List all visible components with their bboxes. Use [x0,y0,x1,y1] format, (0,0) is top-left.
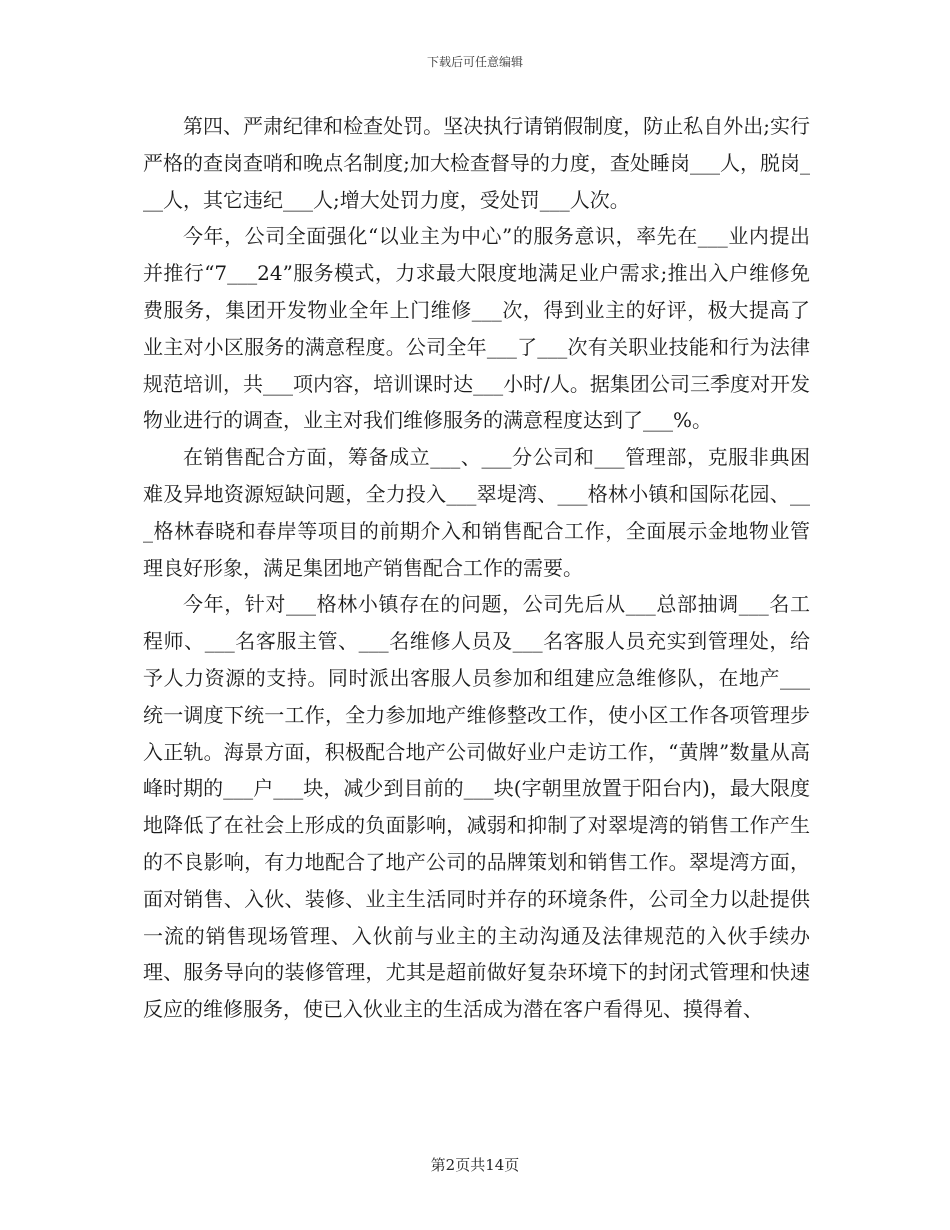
page-number: 第2页共14页 [430,1156,520,1174]
document-body [143,108,810,1028]
page-header-note: 下载后可任意编辑 [426,55,523,69]
paragraph-sales: 在销售配合方面，筹备成立___、___分公司和___管理部，克服非典困难及异地资源短缺问题，全力投入___翠堤湾、___格林小镇和国际花园、___格林春晓和春岸等项目的前期介入和销售配合工作，全面展示金地物业管理良好形象，满足集团地产销售配合工作的需要。 [143,445,810,580]
paragraph-discipline: 第四、严肃纪律和检查处罚。坚决执行请销假制度，防止私自外出;实行严格的查岗查哨和晚点名制度;加大检查督导的力度，查处睡岗___人，脱岗___人，其它违纪___人;增大处罚力度，受处罚___人次。 [143,114,810,212]
paragraph-service: 今年，公司全面强化“以业主为中心”的服务意识，率先在___业内提出并推行“7___24”服务模式，力求最大限度地满足业户需求;推出入户维修免费服务，集团开发物业全年上门维修___次，得到业主的好评，极大提高了业主对小区服务的满意程度。公司全年___了___次有关职业技能和行为法律规范培训，共___项内容，培训课时达___小时/人。据集团公司三季度对开发物业进行的调查，业主对我们维修服务的满意程度达到了___%。 [143,224,810,433]
paragraph-projects: 今年，针对___格林小镇存在的问题，公司先后从___总部抽调___名工程师、___名客服主管、___名维修人员及___名客服人员充实到管理处，给予人力资源的支持。同时派出客服人员参加和组建应急维修队，在地产___统一调度下统一工作，全力参加地产维修整改工作，使小区工作各项管理步入正轨。海景方面，积极配合地产公司做好业户走访工作，“黄牌”数量从高峰时期的___户___块，减少到目前的___块(字朝里放置于阳台内)，最大限度地降低了在社会上形成的负面影响，减弱和抑制了对翠堤湾的销售工作产生的不良影响，有力地配合了地产公司的品牌策划和销售工作。翠堤湾方面，面对销售、入伙、装修、业主生活同时并存的环境条件，公司全力以赴提供一流的销售现场管理、入伙前与业主的主动沟通及法律规范的入伙手续办理、服务导向的装修管理，尤其是超前做好复杂环境下的封闭式管理和快速反应的维修服务，使已入伙业主的生活成为潜在客户看得见、摸得着、 [143,592,810,1022]
